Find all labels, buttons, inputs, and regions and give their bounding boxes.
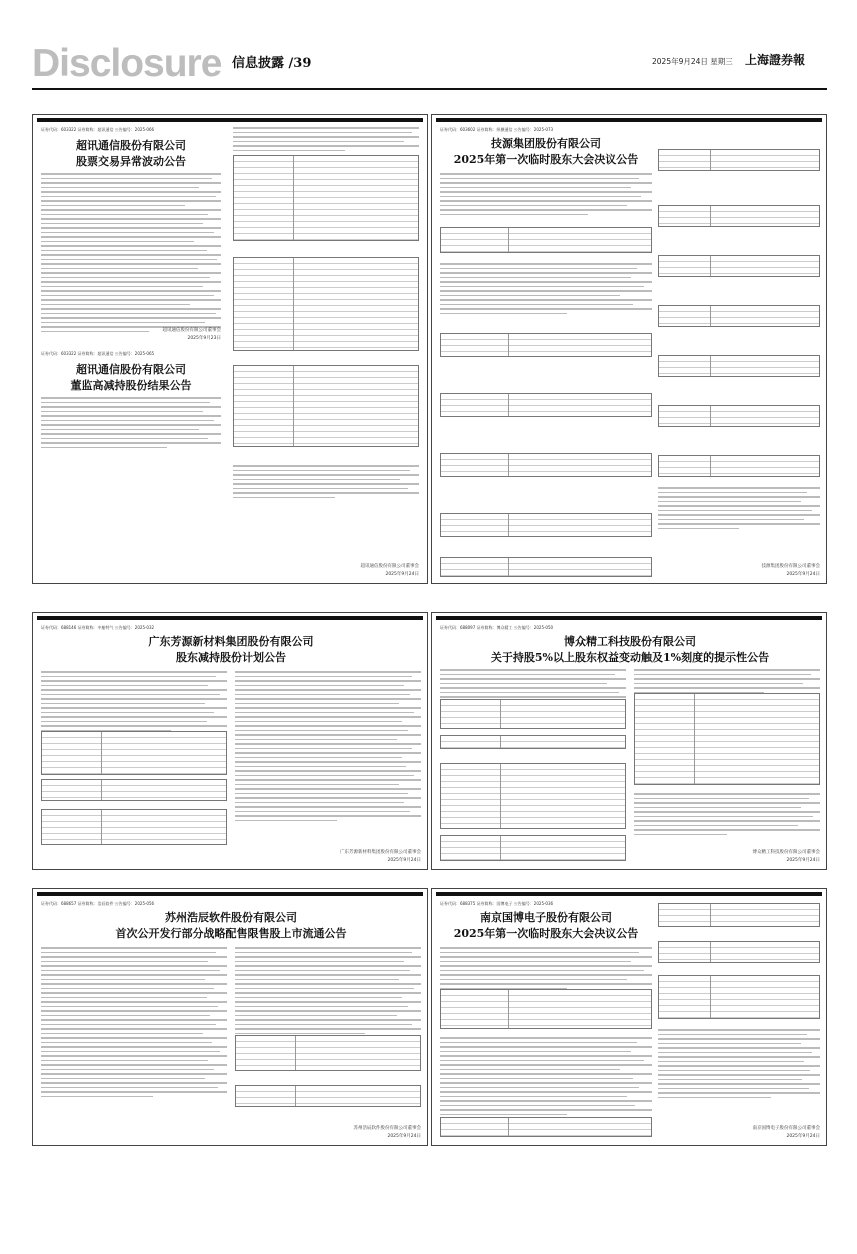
- notice-title-line2: 2025年第一次临时股东大会决议公告: [453, 927, 639, 940]
- notice-body-text-right: [233, 127, 419, 154]
- notice-title-line2: 2025年第一次临时股东大会决议公告: [453, 153, 639, 166]
- page-number: /39: [288, 56, 312, 71]
- stock-code-line: 证券代码：688097 证券简称：博众精工 公告编号：2025-050: [440, 625, 554, 630]
- section-title: [232, 52, 311, 71]
- notice-date: 2025年9月23日: [187, 336, 221, 341]
- notice-title-line2: 股东减持股份计划公告: [176, 651, 286, 664]
- vote-table-4: [658, 975, 820, 1019]
- notice-body-text-right: [233, 465, 419, 501]
- reduction-table-2: [233, 257, 419, 351]
- vote-table-5: [440, 557, 652, 577]
- shareholding-change-table: [634, 693, 820, 785]
- vote-table-7: [658, 205, 820, 227]
- notice-date: 2025年9月24日: [786, 572, 820, 577]
- header-rule: [32, 88, 827, 90]
- vote-table-10: [658, 355, 820, 377]
- notice-body-text-right: [634, 669, 820, 696]
- notice-body-text: [440, 947, 652, 992]
- attendance-table: [440, 989, 652, 1029]
- section-name: 信息披露: [232, 56, 285, 71]
- notice-title-line1: 苏州浩辰软件股份有限公司: [165, 911, 297, 924]
- notice-issuer: 广东芳源新材料集团股份有限公司董事会: [340, 850, 421, 855]
- notice-title-line2: 董监高减持股份结果公告: [70, 379, 192, 392]
- vote-table-8: [658, 255, 820, 277]
- vote-table-2: [658, 903, 820, 927]
- notice-date: 2025年9月24日: [387, 858, 421, 863]
- vote-table-4: [440, 513, 652, 537]
- notice-issuer: 技源集团股份有限公司董事会: [761, 564, 820, 569]
- notice-panel-middle-right: [431, 612, 827, 870]
- vote-table-2: [440, 393, 652, 417]
- notice-issuer: 博众精工科技股份有限公司董事会: [752, 850, 820, 855]
- notice-body-text-right: [235, 947, 421, 1037]
- notice-issuer: 南京国博电子股份有限公司董事会: [752, 1126, 820, 1131]
- masthead-disclosure: Disclosure: [32, 42, 222, 85]
- notice-issuer: 苏州浩辰软件股份有限公司董事会: [353, 1126, 421, 1131]
- notice-title-line2: 首次公开发行部分战略配售限售股上市流通公告: [115, 927, 347, 940]
- related-party-table: [440, 763, 626, 829]
- change-detail-table: [440, 835, 626, 861]
- share-change-table: [235, 1085, 421, 1107]
- stock-code-line: 证券代码：688657 证券简称：浩辰软件 公告编号：2025-056: [41, 901, 155, 906]
- notice-title-line1: 广东芳源新材料集团股份有限公司: [148, 635, 314, 648]
- notice-body-text-right: [235, 671, 421, 824]
- notice-issuer: 超讯通信股份有限公司董事会: [360, 564, 419, 569]
- vote-table-3: [440, 453, 652, 477]
- notice-body-text-right: [658, 1029, 820, 1101]
- notice-panel-bottom-right: [431, 888, 827, 1146]
- notice-title-line1: 超讯通信股份有限公司: [76, 363, 186, 376]
- stock-code-line: 证券代码：603322 证券简称：超讯通信 公告编号：2025-066: [41, 127, 155, 132]
- vote-table-11: [658, 405, 820, 427]
- notice-panel-top-right: [431, 114, 827, 584]
- notice-body-text: [440, 263, 652, 317]
- panel-top-bar: [37, 118, 423, 122]
- vote-table-3: [658, 941, 820, 963]
- notice-date: 2025年9月24日: [786, 1134, 820, 1139]
- investor-info-table: [440, 699, 626, 729]
- notice-body-text-right: [658, 487, 820, 532]
- notice-title-line1: 博众精工科技股份有限公司: [564, 635, 696, 648]
- notice-body-text: [41, 173, 221, 335]
- attendance-table: [440, 227, 652, 253]
- notice-body-text: [41, 671, 227, 734]
- panel-top-bar: [37, 892, 423, 896]
- notice-body-text-right: [634, 793, 820, 838]
- notice-body-text: [440, 173, 652, 218]
- notice-date: 2025年9月24日: [786, 858, 820, 863]
- notice-panel-top-left: [32, 114, 428, 584]
- equity-change-table: [440, 735, 626, 749]
- notice-date: 2025年9月24日: [387, 1134, 421, 1139]
- vote-table-1: [440, 1117, 652, 1137]
- reduction-plan-table: [41, 809, 227, 845]
- notice-title-line2: 股票交易异常波动公告: [76, 155, 186, 168]
- notice-issuer: 超讯通信股份有限公司董事会: [162, 328, 221, 333]
- notice-body-text: [440, 1037, 652, 1118]
- reduction-table-3: [233, 365, 419, 447]
- stock-code-line: 证券代码：688146 证券简称：中船特气 公告编号：2025-032: [41, 625, 155, 630]
- notice-title-line1: 技源集团股份有限公司: [491, 137, 601, 150]
- notice-title-line2: 关于持股5%以上股东权益变动触及1%刻度的提示性公告: [490, 651, 770, 664]
- notice-panel-middle-left: [32, 612, 428, 870]
- stock-code-line: 证券代码：603602 证券简称：纵横通信 公告编号：2025-073: [440, 127, 554, 132]
- vote-table-12: [658, 455, 820, 477]
- stock-code-line: 证券代码：688375 证券简称：国博电子 公告编号：2025-036: [440, 901, 554, 906]
- newspaper-logo: 上海證券報: [745, 53, 806, 67]
- vote-table-6: [658, 149, 820, 171]
- shareholder-table: [41, 731, 227, 775]
- panel-top-bar: [436, 118, 822, 122]
- page-header: [0, 0, 857, 92]
- notice-body-text: [41, 397, 221, 451]
- holding-table: [41, 779, 227, 801]
- restricted-shares-table: [235, 1035, 421, 1071]
- vote-table-1: [440, 333, 652, 357]
- notice-date: 2025年9月24日: [385, 572, 419, 577]
- panel-top-bar: [436, 616, 822, 620]
- stock-code-line: 证券代码：603322 证券简称：超讯通信 公告编号：2025-065: [41, 351, 155, 356]
- panel-top-bar: [436, 892, 822, 896]
- issue-date: 2025年9月24日 星期三: [652, 57, 733, 66]
- notice-body-text: [41, 947, 227, 1100]
- notice-panel-bottom-left: [32, 888, 428, 1146]
- notice-title-line1: 超讯通信股份有限公司: [76, 139, 186, 152]
- panel-top-bar: [37, 616, 423, 620]
- notice-title-line1: 南京国博电子股份有限公司: [480, 911, 612, 924]
- reduction-table-1: [233, 155, 419, 241]
- vote-table-9: [658, 305, 820, 327]
